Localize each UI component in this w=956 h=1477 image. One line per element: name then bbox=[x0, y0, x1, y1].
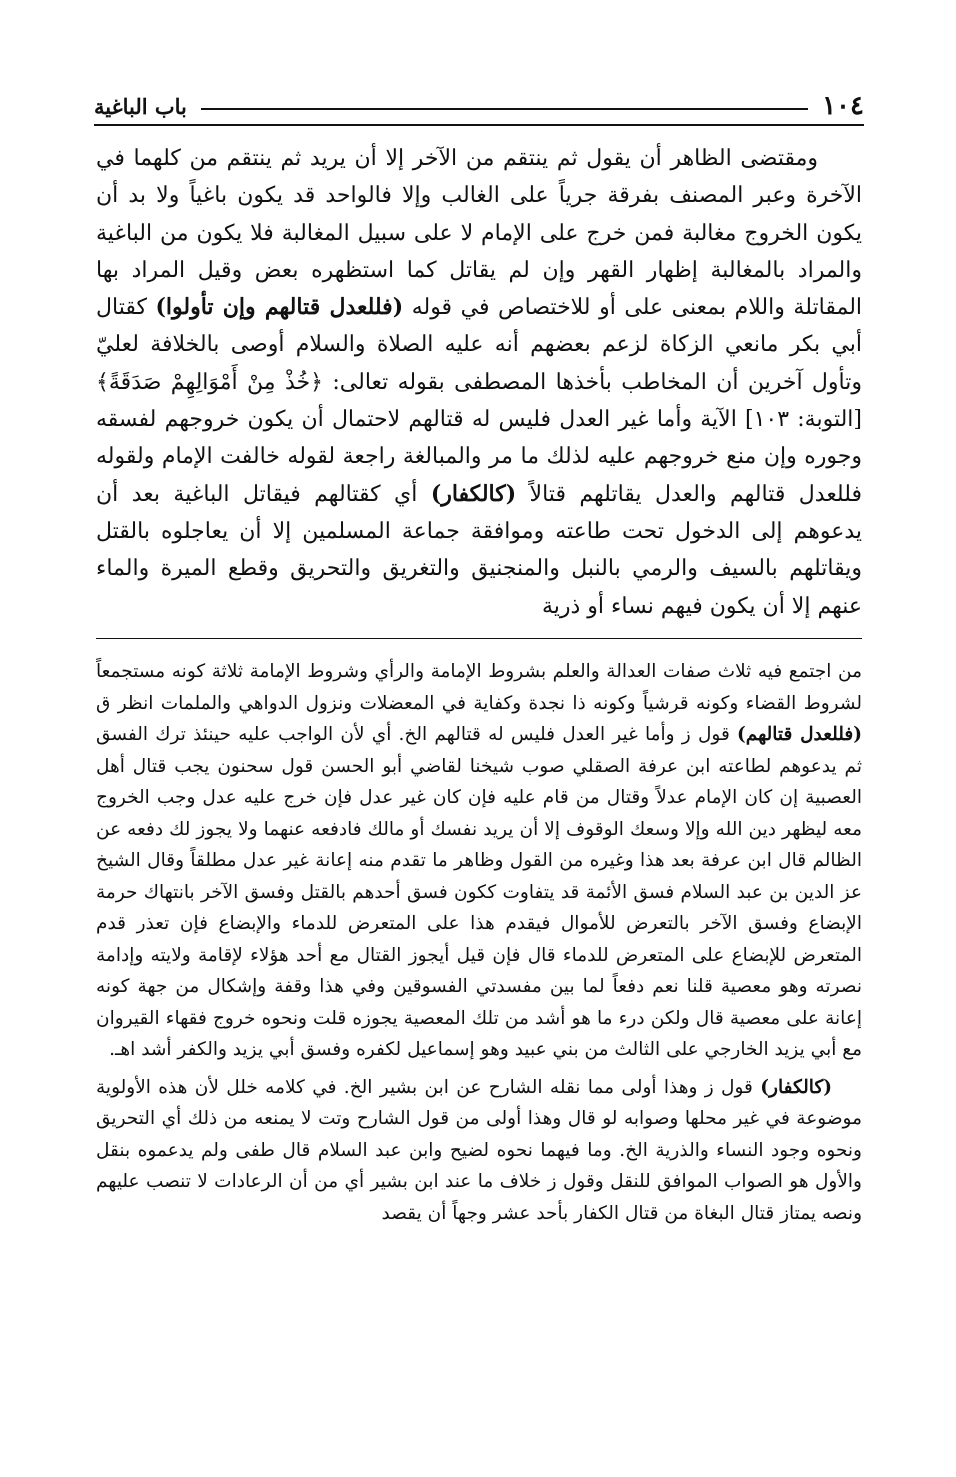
footnote-text-2: قول ز وهذا أولى مما نقله الشارح عن ابن بشير الخ. في كلامه خلل لأن هذه الأولوية موضوعة في غير محلها وصوابه لو قال وهذا أولى من قول الشارح وتت لا يمنعه من ذلك أي التحريق ونحوه وجود النساء والذرية الخ. وما فيهما نحوه لضيح وابن عبد السلام قال طفى ولم يدعموه بنقل والأول هو الصواب الموافق للنقل وقول ز خلاف ما عند ابن بشير أي من أن الرعادات لا تنصب عليهم ونصه يمتاز قتال البغاة من قتال الكفار بأحد عشر وجهاً أن يقصد bbox=[96, 1076, 862, 1224]
footnote-separator bbox=[96, 638, 862, 639]
footnote-quote-1: (فللعدل قتالهم) bbox=[737, 724, 863, 745]
main-paragraph bbox=[96, 140, 862, 625]
running-title: باب الباغية bbox=[94, 93, 187, 119]
header-bottom-rule bbox=[94, 124, 864, 126]
main-text-part-1: ومقتضى الظاهر أن يقول ثم ينتقم من الآخر إلا أن يريد ثم ينتقم من كلهما في الآخرة وعبر المصنف بفرقة جرياً على الغالب وإلا فالواحد قد يكون باغياً ولا بد أن يكون الخروج مغالبة فمن خرج على الإمام لا على سبيل المغالبة فلا يكون من الباغية والمراد بالمغالبة إظهار القهر وإن لم يقاتل كما استظهره بعض وقيل المراد بها المقاتلة واللام بمعنى على أو للاختصاص في قوله bbox=[96, 146, 863, 321]
matn-quote-2: (كالكفار) bbox=[430, 480, 517, 507]
footnote-block bbox=[96, 656, 862, 1229]
footnote-quote-2: (كالكفار) bbox=[760, 1076, 832, 1098]
main-text bbox=[96, 140, 862, 625]
header-rule bbox=[201, 108, 808, 110]
main-text-part-3: أي كقتالهم فيقاتل الباغية بعد أن يدعوهم إلى الدخول تحت طاعته وموافقة جماعة المسلمين إلا أن يعاجلوه بالقتل ويقاتلهم بالسيف والرمي بالنبل والمنجنيق والتغريق والتحريق وقطع الميرة والماء عنهم إلا أن يكون فيهم نساء أو ذرية bbox=[96, 481, 862, 619]
footnote-text-1b: قول ز وأما غير العدل فليس له قتالهم الخ. أي لأن الواجب عليه حينئذ ترك الفسق ثم يدعوهم لطاعته ابن عرفة الصقلي صوب شيخنا لقاضي أبو الحسن قول سحنون يجب قتال أهل العصبية إن كان الإمام عدلاً وقتال من قام عليه فإن كان غير عدل فإن خرج عليه عدل وجب الخروج معه ليظهر دين الله وإلا وسعك الوقوف إلا أن يريد نفسك أو مالك فادفعه عنهما ولا يجوز لك دفعه عن الظالم قال ابن عرفة بعد هذا وغيره من القول وظاهر ما تقدم منه إعانة غير عدل مطلقاً وقال الشيخ عز الدين بن عبد السلام فسق الأئمة قد يتفاوت ككون فسق أحدهم بالقتل وفسق الآخر بانتهاك حرمة الإبضاع وفسق الآخر بالتعرض للأموال فيقدم هذا على المتعرض للدماء والإبضاع فإن تعذر قدم المتعرض للإبضاع على المتعرض للدماء قال فإن قيل أيجوز القتال مع أحد هؤلاء لإقامة ولايته وإدامة نصرته وهو معصية قلنا نعم دفعاً لما بين مفسدتي الفسوقين وفي هذا وقفة وإشكال من جهة كونه إعانة على معصية قال ولكن درء ما هو أشد من تلك المعصية يجوزه قلت ونحوه خروج فقهاء القيروان مع أبي يزيد الخارجي على الثالث من بني عبيد وهو إسماعيل لكفره وفسق أبي يزيد والكفر أشد اهـ. bbox=[96, 724, 862, 1060]
main-text-part-2: كقتال أبي بكر مانعي الزكاة لزعم بعضهم أنه عليه الصلاة والسلام أوصى بالخلافة لعليّ وتأول آخرين أن المخاطب بأخذها المصطفى بقوله تعالى: ﴿خُذْ مِنْ أَمْوَالِهِمْ صَدَقَةً﴾ [التوبة: ١٠٣] الآية وأما غير العدل فليس له قتالهم لاحتمال أن يكون خروجهم لفسقه وجوره وإن منع خروجهم عليه لذلك ما مر والمبالغة راجعة لقوله خالفت الإمام ولقوله فللعدل قتالهم والعدل يقاتلهم قتالاً bbox=[96, 295, 863, 507]
page-number: ١٠٤ bbox=[822, 91, 864, 121]
footnote-text-1a: من اجتمع فيه ثلاث صفات العدالة والعلم بشروط الإمامة والرأي وشروط الإمامة ثلاثة كونه مستجمعاً لشروط القضاء وكونه قرشياً وكونه ذا نجدة وكفاية في المعضلات ونزول الدواهي والملمات انظر ق bbox=[96, 661, 862, 714]
matn-quote-1: (فللعدل قتالهم وإن تأولوا) bbox=[155, 294, 404, 321]
page-header bbox=[94, 86, 864, 126]
footnote-paragraph-1 bbox=[96, 656, 862, 1066]
footnote-paragraph-2 bbox=[96, 1072, 862, 1230]
